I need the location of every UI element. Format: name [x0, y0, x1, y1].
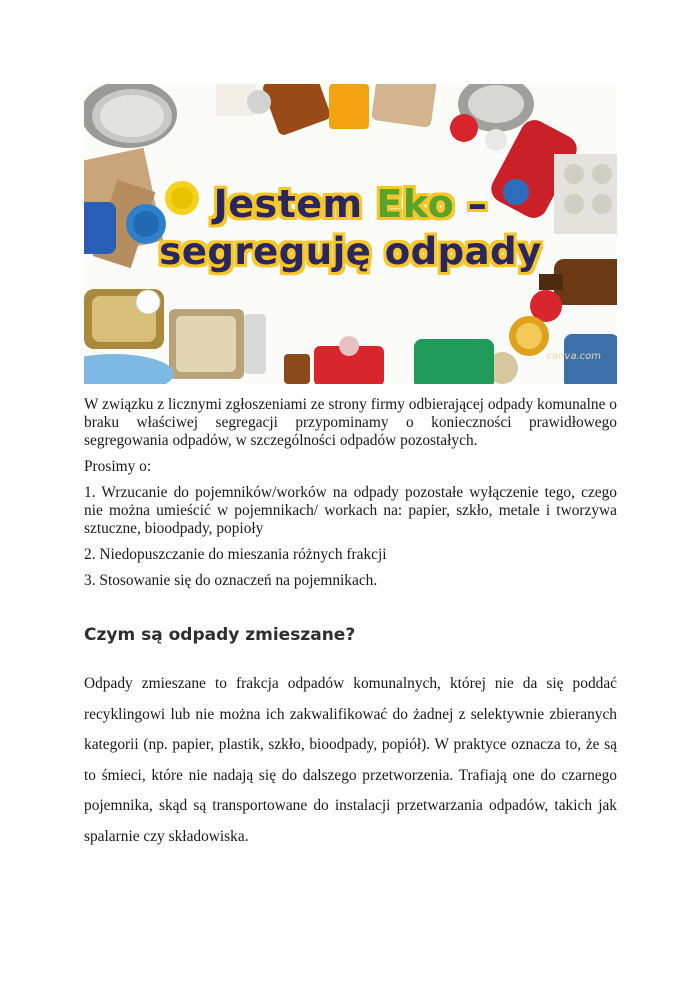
- canva-watermark: canva.com: [546, 351, 601, 362]
- request-item-1: 1. Wrzucanie do pojemników/worków na odpady pozostałe wyłączenie tego, czego nie można umieścić w pojemnikach/ workach na: papier, szkło, metale i tworzywa sztuczne, bioodpady, popioły: [84, 484, 617, 537]
- intro-paragraph: W związku z licznymi zgłoszeniami ze strony firmy odbierającej odpady komunalne o braku właściwej segregacji przypominamy o konieczności prawidłowego segregowania odpadów, w szczególności odpadów pozostałych.: [84, 396, 617, 449]
- recycling-banner: [84, 84, 617, 384]
- request-item-3: 3. Stosowanie się do oznaczeń na pojemnikach.: [84, 572, 378, 589]
- document-body: [84, 396, 617, 861]
- banner-title-line2: segreguję odpady: [159, 230, 542, 273]
- request-label: Prosimy o:: [84, 458, 152, 475]
- section-paragraph: Odpady zmieszane to frakcja odpadów komunalnych, której nie da się poddać recyklingowi lub nie można ich zakwalifikować do żadnej z selektywnie zbieranych kategorii (np. papier, plastik, szkło, bioodpady, popiół). W praktyce oznacza to, że są to śmieci, które nie nadają się do dalszego przetworzenia. Trafiają one do czarnego pojemnika, skąd są transportowane do instalacji przetwarzania odpadów, takich jak spalarnie czy składowiska.: [84, 675, 617, 845]
- banner-title-line1: Jestem Eko –: [213, 182, 488, 226]
- request-item-2: 2. Niedopuszczanie do mieszania różnych frakcji: [84, 546, 387, 563]
- section-heading: Czym są odpady zmieszane?: [84, 625, 356, 645]
